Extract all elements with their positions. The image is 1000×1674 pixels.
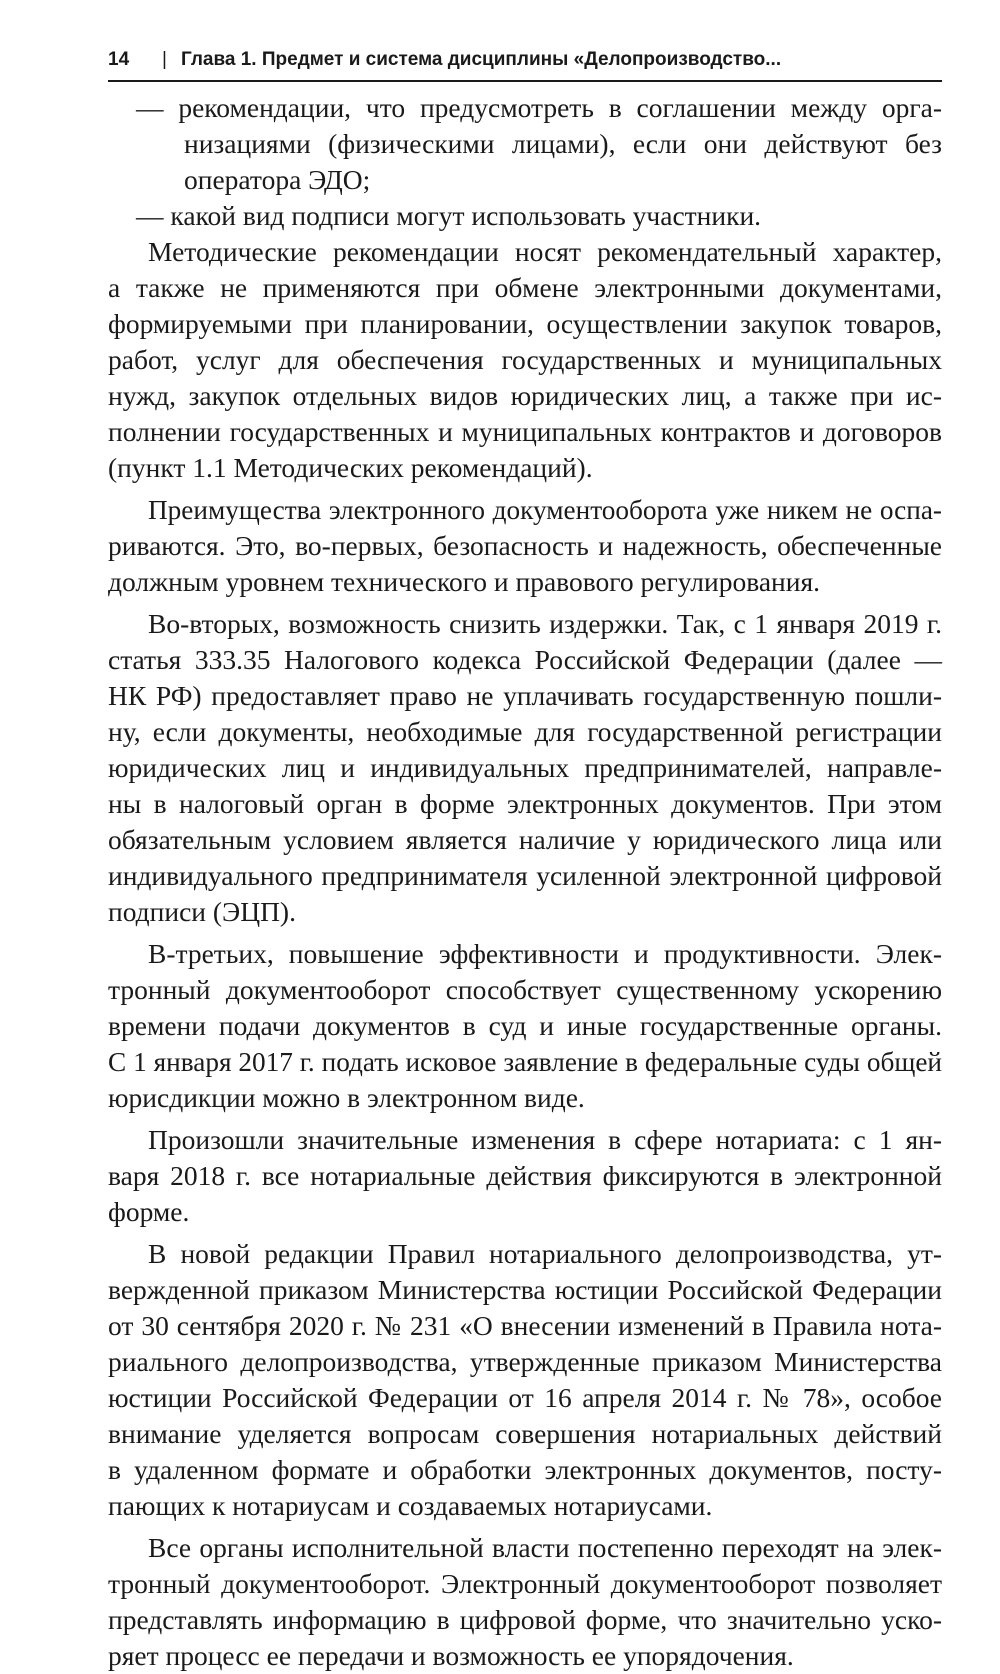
text-line: пающих к нотариусам и создаваемых нотариусами.: [108, 1490, 713, 1521]
paragraph: [108, 606, 942, 930]
paragraph: [108, 1530, 942, 1674]
text-line: — какой вид подписи могут использовать участники.: [136, 200, 762, 231]
page-number: 14: [108, 49, 130, 70]
text-line: тронный документооборот способствует существенному ускорению: [108, 974, 942, 1005]
body-text: [108, 90, 942, 1674]
text-line: полнении государственных и муниципальных контрактов и договоров: [108, 416, 942, 447]
text-line: внимание уделяется вопросам совершения нотариальных действий: [108, 1418, 942, 1449]
paragraph: [108, 492, 942, 600]
paragraph: [108, 936, 942, 1116]
bullet-item: [108, 198, 942, 234]
text-line: риваются. Это, во-первых, безопасность и надежность, обеспеченные: [108, 530, 942, 561]
text-line: варя 2018 г. все нотариальные действия фиксируются в электронной: [108, 1160, 942, 1191]
text-line: В новой редакции Правил нотариального делопроизводства, ут-: [148, 1238, 942, 1269]
text-line: в удаленном формате и обработки электронных документов, посту-: [108, 1454, 942, 1485]
text-line: Методические рекомендации носят рекомендательный характер,: [148, 236, 942, 267]
text-line: юридических лиц и индивидуальных предпринимателей, направле-: [108, 752, 942, 783]
text-line: НК РФ) предоставляет право не уплачивать государственную пошли-: [108, 680, 942, 711]
text-line: тронный документооборот. Электронный документооборот позволяет: [108, 1568, 942, 1599]
text-line: (пункт 1.1 Методических рекомендаций).: [108, 452, 593, 483]
text-line: подписи (ЭЦП).: [108, 896, 296, 927]
running-header: [108, 40, 942, 80]
text-line: — рекомендации, что предусмотреть в соглашении между орга-: [136, 92, 942, 123]
text-line: форме.: [108, 1196, 190, 1227]
text-line: юрисдикции можно в электронном виде.: [108, 1082, 585, 1113]
text-line: ны в налоговый орган в форме электронных документов. При этом: [108, 788, 942, 819]
text-line: ряет процесс ее передачи и возможность ее упорядочения.: [108, 1640, 794, 1671]
text-line: В-третьих, повышение эффективности и продуктивности. Элек-: [148, 938, 942, 969]
text-line: Во-вторых, возможность снизить издержки. Так, с 1 января 2019 г.: [148, 608, 942, 639]
text-line: должным уровнем технического и правового регулирования.: [108, 566, 820, 597]
chapter-title: Глава 1. Предмет и система дисциплины «Делопроизводство...: [181, 49, 782, 70]
text-line: юстиции Российской Федерации от 16 апреля 2014 г. № 78», особое: [108, 1382, 942, 1413]
text-line: формируемыми при планировании, осуществлении закупок товаров,: [108, 308, 942, 339]
text-line: от 30 сентября 2020 г. № 231 «О внесении изменений в Правила нота-: [108, 1310, 942, 1341]
text-line: представлять информацию в цифровой форме, что значительно уско-: [108, 1604, 942, 1635]
bullet-item: [108, 90, 942, 198]
header-separator: |: [162, 49, 167, 70]
text-line: С 1 января 2017 г. подать исковое заявление в федеральные суды общей: [108, 1047, 942, 1077]
text-line: ну, если документы, необходимые для государственной регистрации: [108, 716, 942, 747]
text-line: обязательным условием является наличие у юридического лица или: [108, 824, 942, 855]
text-line: Преимущества электронного документооборота уже никем не оспа-: [148, 495, 942, 525]
text-line: риального делопроизводства, утвержденные приказом Министерства: [108, 1346, 942, 1377]
text-line: низациями (физическими лицами), если они действуют без: [184, 128, 942, 159]
text-line: работ, услуг для обеспечения государственных и муниципальных: [108, 344, 942, 375]
text-line: а также не применяются при обмене электронными документами,: [108, 272, 942, 303]
text-line: Произошли значительные изменения в сфере нотариата: с 1 ян-: [148, 1124, 942, 1155]
header-rule: [108, 80, 942, 82]
text-line: оператора ЭДО;: [184, 164, 371, 195]
text-line: индивидуального предпринимателя усиленной электронной цифровой: [108, 860, 942, 891]
paragraph: [108, 1236, 942, 1524]
paragraph: [108, 1122, 942, 1230]
paragraph: [108, 234, 942, 486]
text-line: статья 333.35 Налогового кодекса Российской Федерации (далее —: [108, 644, 942, 675]
text-line: Все органы исполнительной власти постепенно переходят на элек-: [148, 1532, 942, 1563]
text-line: вержденной приказом Министерства юстиции Российской Федерации: [108, 1274, 942, 1305]
text-line: нужд, закупок отдельных видов юридических лиц, а также при ис-: [108, 380, 942, 411]
text-line: времени подачи документов в суд и иные государственные органы.: [108, 1010, 942, 1041]
